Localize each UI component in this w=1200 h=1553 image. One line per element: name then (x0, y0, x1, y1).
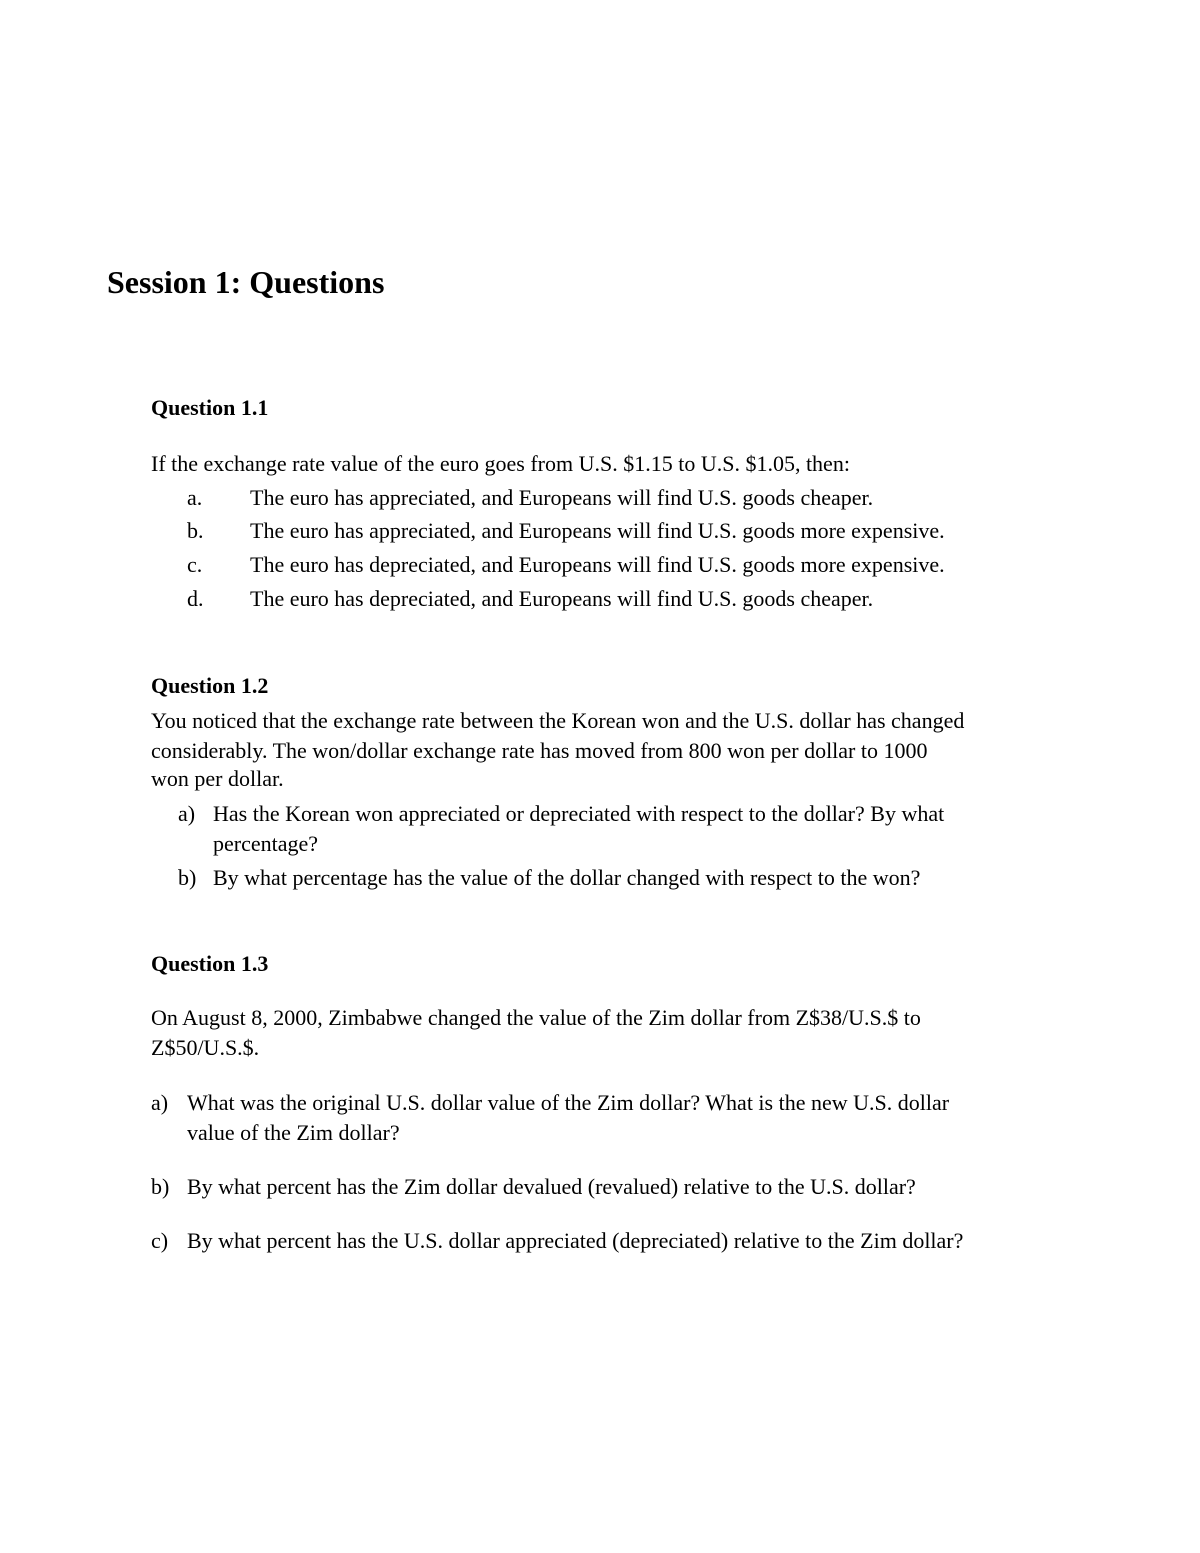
option-letter: c. (187, 552, 203, 577)
page-title: Session 1: Questions (107, 264, 385, 300)
part-letter: c) (151, 1228, 169, 1253)
part-text-line: value of the Zim dollar? (187, 1120, 400, 1145)
part-text-line: Has the Korean won appreciated or depreciated with respect to the dollar? By what (213, 801, 945, 826)
question-stem-line: You noticed that the exchange rate between the Korean won and the U.S. dollar has changed (151, 708, 965, 733)
option-text: The euro has appreciated, and Europeans will find U.S. goods more expensive. (250, 518, 945, 543)
part-letter: a) (178, 801, 196, 826)
question-heading: Question 1.1 (151, 395, 269, 420)
question-heading: Question 1.2 (151, 673, 269, 698)
option-letter: b. (187, 518, 204, 543)
option-text: The euro has depreciated, and Europeans will find U.S. goods more expensive. (250, 552, 945, 577)
option-letter: a. (187, 485, 203, 510)
part-letter: a) (151, 1090, 169, 1115)
part-letter: b) (151, 1174, 170, 1199)
question-stem: If the exchange rate value of the euro goes from U.S. $1.15 to U.S. $1.05, then: (151, 451, 850, 476)
part-text-line: percentage? (213, 831, 319, 856)
part-text-line: By what percent has the U.S. dollar appreciated (depreciated) relative to the Zim dollar? (187, 1228, 964, 1253)
part-text-line: What was the original U.S. dollar value of the Zim dollar? What is the new U.S. dollar (187, 1090, 950, 1115)
part-text-line: By what percentage has the value of the dollar changed with respect to the won? (213, 865, 921, 890)
option-text: The euro has appreciated, and Europeans will find U.S. goods cheaper. (250, 485, 874, 510)
part-text-line: By what percent has the Zim dollar devalued (revalued) relative to the U.S. dollar? (187, 1174, 916, 1199)
question-stem-line: considerably. The won/dollar exchange rate has moved from 800 won per dollar to 1000 (151, 738, 928, 763)
question-stem-line: won per dollar. (151, 766, 284, 791)
question-stem-line: Z$50/U.S.$. (151, 1035, 260, 1060)
question-heading: Question 1.3 (151, 951, 269, 976)
question-stem-line: On August 8, 2000, Zimbabwe changed the value of the Zim dollar from Z$38/U.S.$ to (151, 1005, 921, 1030)
option-letter: d. (187, 586, 204, 611)
option-text: The euro has depreciated, and Europeans will find U.S. goods cheaper. (250, 586, 874, 611)
part-letter: b) (178, 865, 197, 890)
